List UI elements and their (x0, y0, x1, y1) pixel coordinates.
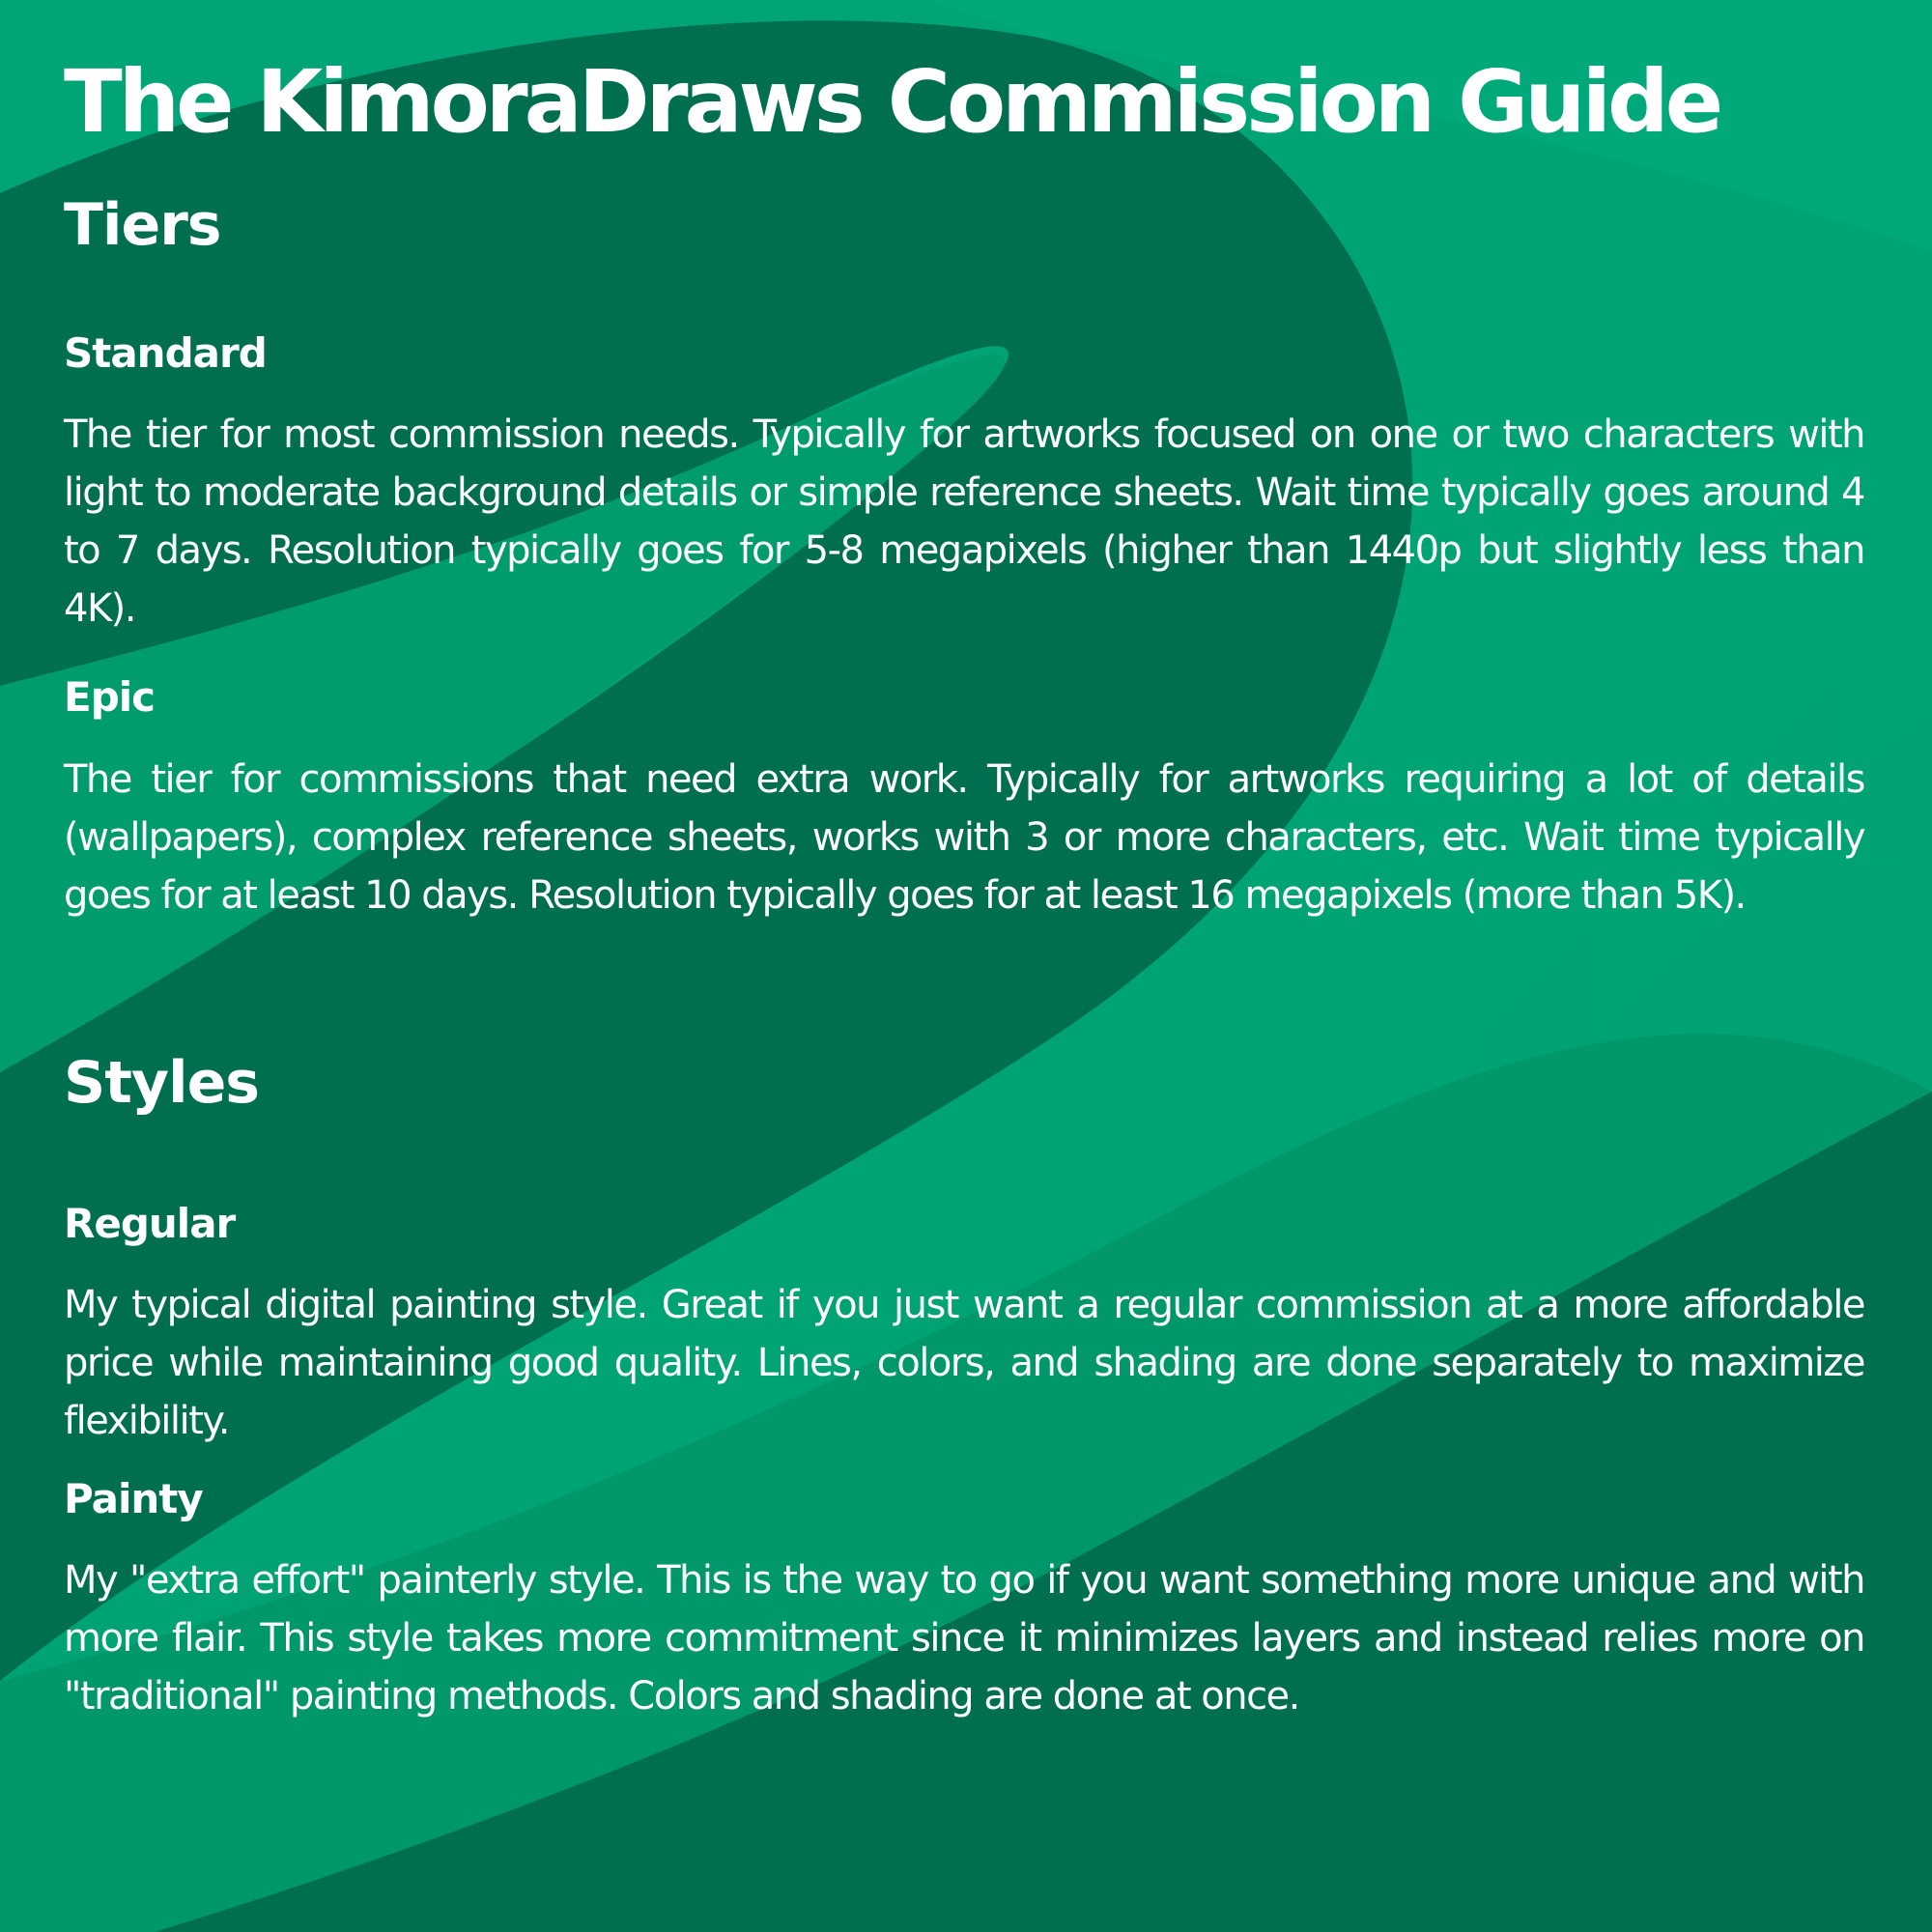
standard-tier-description: The tier for most commission needs. Typically for artworks focused on one or two characters with light to moderate background details or simple reference sheets. Wait time typically goes around 4 to 7 days. Resolution typically goes for 5-8 megapixels (higher than 1440p but slightly less than 4K). (64, 412, 1864, 631)
regular-style-description: My typical digital painting style. Great if you just want a regular commission at a more affordable price while maintaining good quality. Lines, colors, and shading are done separately to maximize flexibility. (64, 1283, 1864, 1443)
regular-style-heading: Regular (64, 1200, 236, 1247)
painty-style-heading: Painty (64, 1475, 203, 1522)
tiers-heading: Tiers (64, 191, 221, 259)
page-title: The KimoraDraws Commission Guide (64, 51, 1720, 152)
standard-tier-heading: Standard (64, 329, 267, 377)
painty-style-description: My "extra effort" painterly style. This is the way to go if you want something more unique and with more flair. This style takes more commitment since it minimizes layers and instead relies more on "traditional" painting methods. Colors and shading are done at once. (64, 1558, 1864, 1719)
styles-heading: Styles (64, 1049, 259, 1117)
epic-tier-heading: Epic (64, 673, 156, 721)
epic-tier-description: The tier for commissions that need extra work. Typically for artworks requiring a lot of details (wallpapers), complex reference sheets, works with 3 or more characters, etc. Wait time typically goes for at least 10 days. Resolution typically goes for at least 16 megapixels (more than 5K). (64, 757, 1864, 918)
